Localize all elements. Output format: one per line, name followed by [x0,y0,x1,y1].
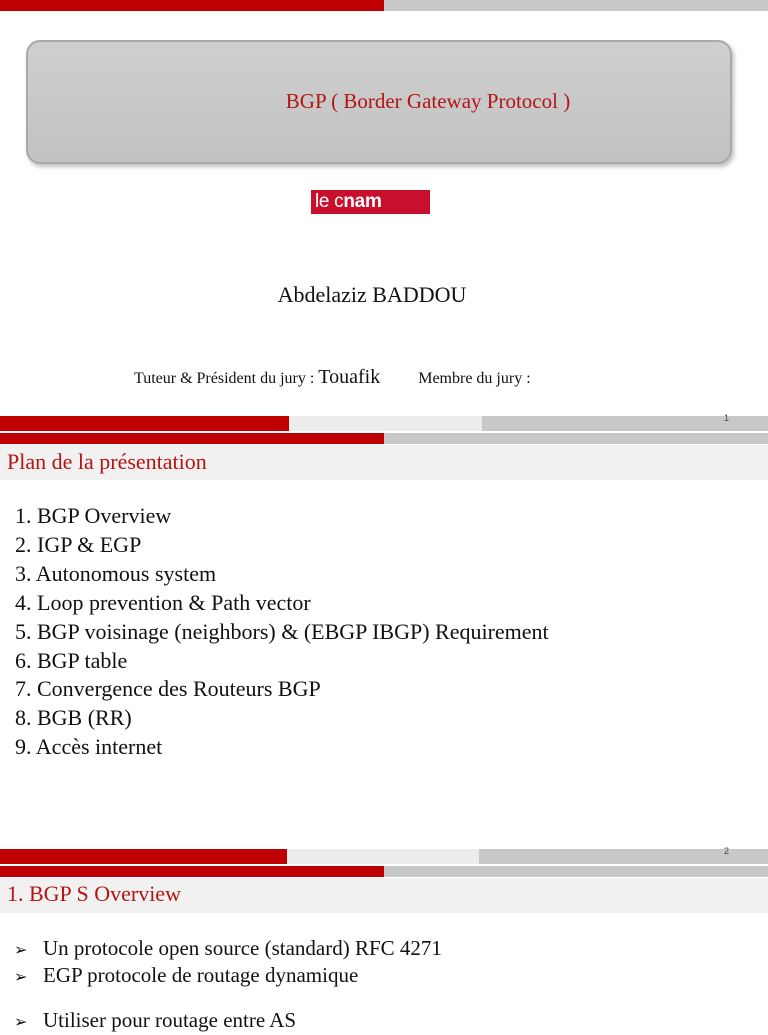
agenda-item: 6. BGP table [15,647,128,673]
slide3-title: 1. BGP S Overview [7,881,181,906]
slide1-page-number: 1 [724,413,730,423]
arrow-bullet-icon: ➢ [14,1014,28,1031]
slide2-bottom-bar-red [0,849,287,864]
agenda-item: 4. Loop prevention & Path vector [15,589,311,615]
jury-line [134,366,531,389]
agenda-item: 7. Convergence des Routeurs BGP [15,676,321,702]
agenda-item: 1. BGP Overview [15,503,172,528]
agenda-item: 9. Accès internet [15,734,163,760]
author-name: Abdelaziz BADDOU [277,282,467,307]
slide2-bottom-bar-light [287,849,479,864]
bullet-item: ➢ Un protocole open source (standard) RFC 4271 [14,936,442,963]
bullet-item: ➢ Utiliser pour routage entre AS [14,1008,296,1035]
overview-bullets-2 [14,1008,296,1035]
jury-name: Touafik [318,366,381,388]
member-label: Membre du jury : [418,370,531,387]
agenda-item: 5. BGP voisinage (neighbors) & (EBGP IBGP) Requirement [15,618,549,644]
slide2-top-bar-grey [384,433,768,444]
slide1-top-bar-red [0,0,384,11]
slide1-title: BGP ( Border Gateway Protocol ) [285,89,571,113]
overview-bullets [14,936,442,990]
slide2-top-bar-red [0,433,384,444]
agenda-item: 2. IGP & EGP [15,531,142,557]
slide1-bottom-bar-red [0,416,289,431]
agenda-list [15,502,549,762]
slide2-page-number: 2 [724,846,730,856]
jury-label: Tuteur & Président du jury : [134,370,315,387]
slide1-top-bar-grey [384,0,768,11]
arrow-bullet-icon: ➢ [14,942,28,959]
agenda-item: 8. BGB (RR) [15,705,132,731]
arrow-bullet-icon: ➢ [14,969,28,986]
slide3-top-bar-grey [384,866,768,877]
bullet-item: ➢ EGP protocole de routage dynamique [14,963,442,990]
cnam-logo: le cnam [311,190,430,214]
slide3-top-bar-red [0,866,384,877]
agenda-item: 3. Autonomous system [15,560,217,586]
slide2-title: Plan de la présentation [7,449,207,474]
slide1-bottom-bar-light [289,416,482,431]
